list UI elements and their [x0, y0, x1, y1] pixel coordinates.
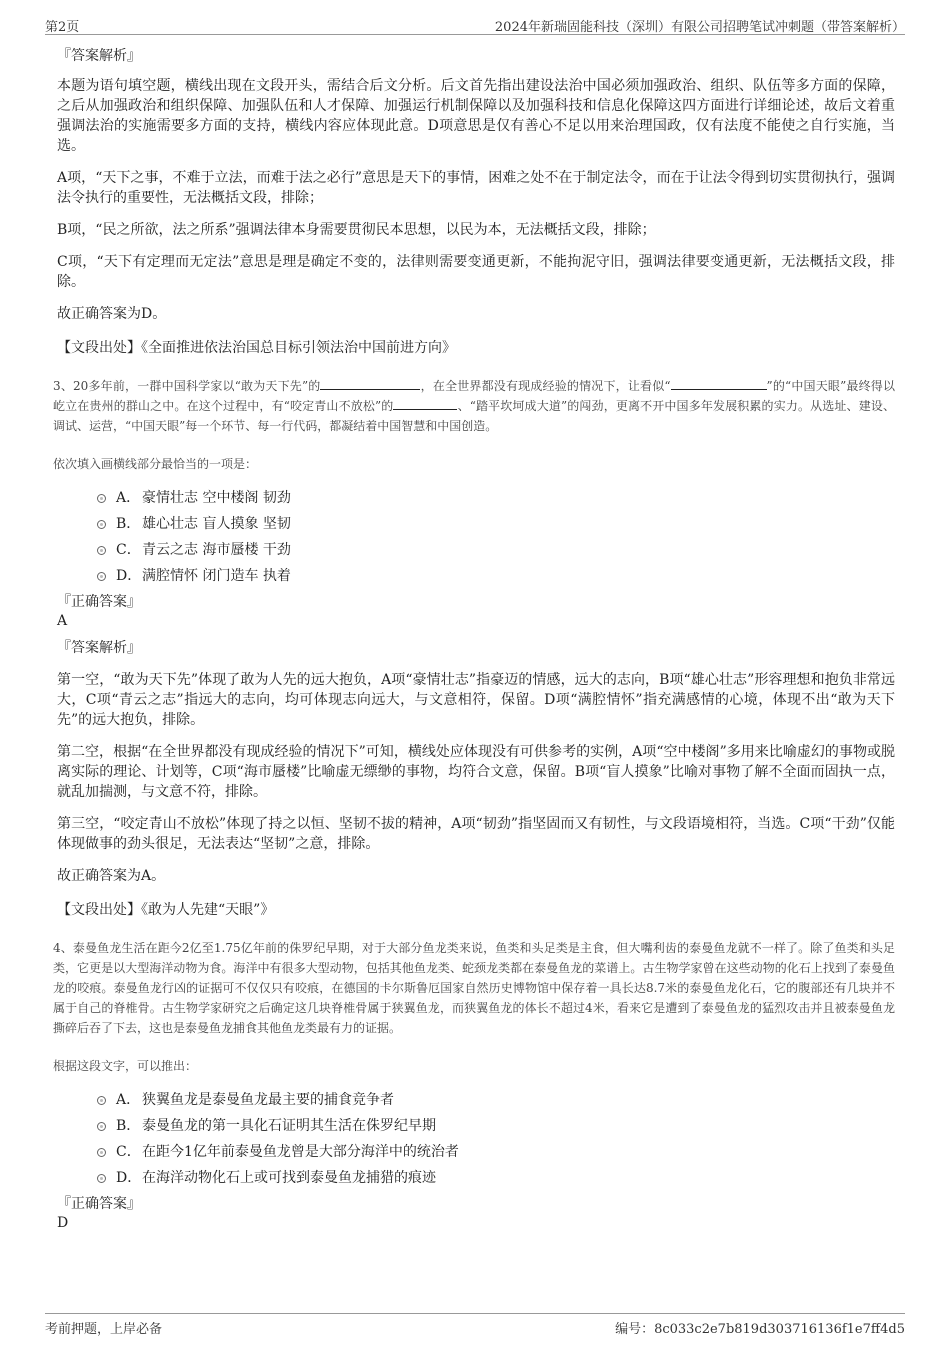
text-source: 【文段出处】《敢为人先建“天眼”》 — [57, 902, 275, 918]
fill-blank-1 — [320, 377, 420, 390]
option-a[interactable]: A． 豪情壮志 空中楼阁 韧劲 — [97, 488, 895, 508]
question-4-prompt: 根据这段文字，可以推出： — [53, 1059, 198, 1073]
radio-icon[interactable] — [97, 1174, 106, 1183]
question-4-text: 4、泰曼鱼龙生活在距今2亿至1.75亿年前的侏罗纪早期，对于大部分鱼龙类来说，鱼类和头足类是主食，但大嘴利齿的泰曼鱼龙就不一样了。除了鱼类和头足类，它更是以大型海洋动物为食。海洋中有很多大型动物，包括其他鱼龙类、蛇颈龙类都在泰曼鱼龙的菜谱上。古生物学家曾在这些动物的化石上找到了泰曼鱼龙的咬痕。泰曼鱼龙行凶的证据可不仅仅只有咬痕，在德国的卡尔斯鲁厄国家自然历史博物馆中保存着一具长达8.7米的泰曼鱼龙化石，它的腹部还有几块并不属于自己的脊椎骨。古生物学家研究之后确定这几块脊椎骨属于狭翼鱼龙，而狭翼鱼龙的体长不超过4米，看来它是遭到了泰曼鱼龙的猛烈攻击并且被泰曼鱼龙撕碎后吞了下去，这也是泰曼鱼龙捕食其他鱼龙类最有力的证据。 — [53, 941, 895, 1035]
correct-answer-value: A — [57, 613, 68, 629]
question-3-options — [97, 488, 895, 586]
option-a[interactable]: A． 狭翼鱼龙是泰曼鱼龙最主要的捕食竞争者 — [97, 1090, 895, 1110]
page-content — [53, 46, 895, 1232]
radio-icon[interactable] — [97, 1148, 106, 1157]
analysis-paragraph: 第一空，“敢为天下先”体现了敢为人先的远大抱负，A项“豪情壮志”指豪迈的情感，远大的志向，B项“雄心壮志”形容理想和抱负非常远大，C项“青云之志”指远大的志向，均可体现志向远大，与文意相符，保留。D项“满腔情怀”指充满感情的心境，体现不出“敢为天下先”的远大抱负，排除。 — [57, 672, 895, 728]
fill-blank-3 — [393, 397, 457, 410]
option-c[interactable]: C． 青云之志 海市蜃楼 干劲 — [97, 540, 895, 560]
option-b[interactable]: B． 雄心壮志 盲人摸象 坚韧 — [97, 514, 895, 534]
question-4-options — [97, 1090, 895, 1188]
radio-icon[interactable] — [97, 494, 106, 503]
correct-answer-value: D — [57, 1215, 69, 1231]
radio-icon[interactable] — [97, 572, 106, 581]
text-source: 【文段出处】《全面推进依法治国总目标引领法治中国前进方向》 — [57, 340, 456, 356]
radio-icon[interactable] — [97, 546, 106, 555]
option-d[interactable]: D． 在海洋动物化石上或可找到泰曼鱼龙捕猎的痕迹 — [97, 1168, 895, 1188]
question-3-prompt: 依次填入画横线部分最恰当的一项是： — [53, 457, 258, 471]
correct-answer-label: 『正确答案』 — [57, 594, 141, 610]
analysis-paragraph: C项，“天下有定理而无定法”意思是理是确定不变的，法律则需要变通更新，不能拘泥守旧，强调法律要变通更新，无法概括文段，排除。 — [57, 254, 895, 290]
document-title: 2024年新瑞固能科技（深圳）有限公司招聘笔试冲刺题（带答案解析） — [494, 20, 905, 35]
analysis-conclusion: 故正确答案为A。 — [57, 868, 166, 884]
page-footer — [45, 1313, 905, 1337]
option-d[interactable]: D． 满腔情怀 闭门造车 执着 — [97, 566, 895, 586]
analysis-paragraph: B项，“民之所欲，法之所系”强调法律本身需要贯彻民本思想，以民为本，无法概括文段，排除； — [57, 222, 656, 238]
analysis-paragraph: 本题为语句填空题，横线出现在文段开头，需结合后文分析。后文首先指出建设法治中国必须加强政治、组织、队伍等多方面的保障，之后从加强政治和组织保障、加强队伍和人才保障、加强运行机制保障以及加强科技和信息化保障这四方面进行详细论述，故后文着重强调法治的实施需要多方面的支持，横线内容应体现此意。D项意思是仅有善心不足以用来治理国政，仅有法度不能使之自行实施，当选。 — [57, 78, 895, 154]
analysis-conclusion: 故正确答案为D。 — [57, 306, 167, 322]
analysis-paragraph: 第三空，“咬定青山不放松”体现了持之以恒、坚韧不拔的精神，A项“韧劲”指坚固而又有韧性，与文段语境相符，当选。C项“干劲”仅能体现做事的劲头很足，无法表达“坚韧”之意，排除。 — [57, 816, 895, 852]
radio-icon[interactable] — [97, 1096, 106, 1105]
page-header — [45, 14, 905, 35]
analysis-paragraph: A项，“天下之事，不难于立法，而难于法之必行”意思是天下的事情，困难之处不在于制定法令，而在于让法令得到切实贯彻执行，强调法令执行的重要性，无法概括文段，排除； — [57, 170, 895, 206]
analysis-label: 『答案解析』 — [57, 48, 141, 64]
analysis-label: 『答案解析』 — [57, 640, 141, 656]
question-3-text: 3、20多年前，一群中国科学家以“敢为天下先”的 ，在全世界都没有现成经验的情况下，让看似“ ”的“中国天眼”最终得以屹立在贵州的群山之中。在这个过程中，有“咬定青山不放松”的 、“踏平坎坷成大道”的闯劲，更离不开中国多年发展积累的实力。从选址、建设、调试、运营，“中国天眼”每一个环节、每一行代码，都凝结着中国智慧和中国创造。 — [53, 379, 895, 433]
analysis-paragraph: 第二空，根据“在全世界都没有现成经验的情况下”可知，横线处应体现没有可供参考的实例，A项“空中楼阁”多用来比喻虚幻的事物或脱离实际的理论、计划等，C项“海市蜃楼”比喻虚无缥缈的事物，均符合文意，保留。B项“盲人摸象”比喻对事物了解不全面而固执一点，就乱加揣测，与文意不符，排除。 — [57, 744, 895, 800]
footer-slogan: 考前押题，上岸必备 — [45, 1322, 163, 1337]
option-c[interactable]: C． 在距今1亿年前泰曼鱼龙曾是大部分海洋中的统治者 — [97, 1142, 895, 1162]
page-number: 第2页 — [45, 20, 80, 35]
option-b[interactable]: B． 泰曼鱼龙的第一具化石证明其生活在侏罗纪早期 — [97, 1116, 895, 1136]
document-id: 编号：8c033c2e7b819d303716136f1e7ff4d5 — [615, 1322, 905, 1337]
fill-blank-2 — [671, 377, 767, 390]
radio-icon[interactable] — [97, 1122, 106, 1131]
radio-icon[interactable] — [97, 520, 106, 529]
correct-answer-label: 『正确答案』 — [57, 1196, 141, 1212]
